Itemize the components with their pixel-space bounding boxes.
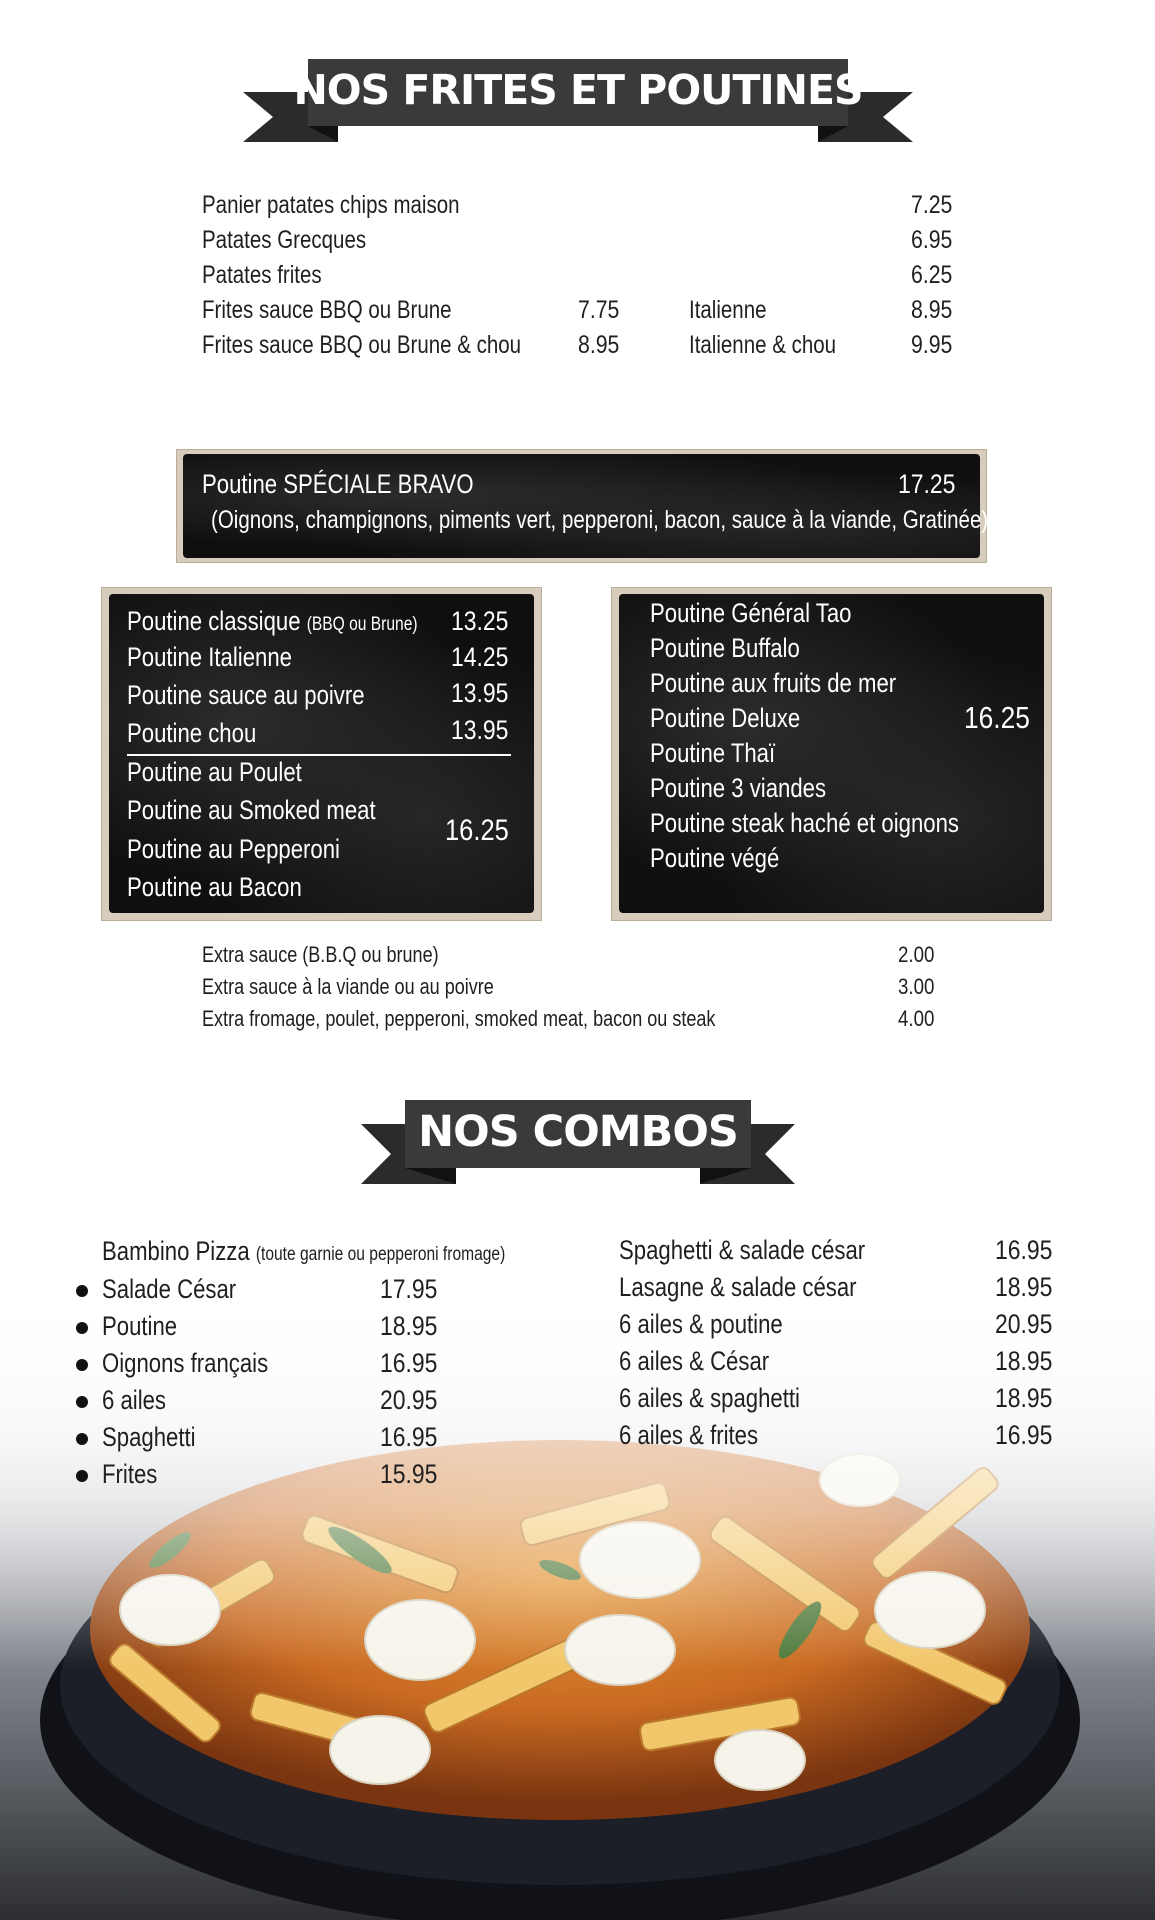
board-item: Poutine végé <box>650 843 780 873</box>
item-price: 20.95 <box>380 1385 438 1415</box>
list-item: Salade César <box>102 1274 237 1304</box>
board-item-price: 13.95 <box>451 678 509 708</box>
board-item: Poutine au Poulet <box>127 757 302 787</box>
bullet-icon <box>76 1322 88 1334</box>
item-price: 6.25 <box>911 261 953 289</box>
board-item: Poutine au Pepperoni <box>127 834 340 864</box>
board-item-label: Poutine classique <box>127 606 301 636</box>
item-price: 20.95 <box>995 1309 1053 1339</box>
poutine-bowl-photo <box>0 1290 1155 1920</box>
board-item <box>127 606 418 637</box>
bullet-icon <box>76 1359 88 1371</box>
item-price: 18.95 <box>995 1383 1053 1413</box>
item-price: 8.95 <box>578 331 620 359</box>
list-item: Patates Grecques <box>202 226 367 254</box>
bambino-title <box>102 1236 505 1267</box>
extra-price: 4.00 <box>898 1006 935 1031</box>
special-name: Poutine SPÉCIALE BRAVO <box>202 469 474 499</box>
list-item: 6 ailes <box>102 1385 166 1415</box>
item-price: 7.75 <box>578 296 620 324</box>
list-item: Panier patates chips maison <box>202 191 460 219</box>
bullet-icon <box>76 1396 88 1408</box>
board-item: Poutine au Bacon <box>127 872 302 902</box>
special-description: (Oignons, champignons, piments vert, pepperoni, bacon, sauce à la viande, Gratinée) <box>211 506 989 534</box>
list-item: Spaghetti & salade césar <box>619 1235 866 1265</box>
board-item: Poutine au Smoked meat <box>127 795 376 825</box>
list-item: 6 ailes & César <box>619 1346 770 1376</box>
board-item: Poutine Buffalo <box>650 633 800 663</box>
section-title-frites: NOS FRITES ET POUTINES <box>293 66 863 114</box>
item-price: 8.95 <box>911 296 953 324</box>
board-group-price: 16.25 <box>445 814 509 847</box>
board-item: Poutine Deluxe <box>650 703 801 733</box>
list-item: Poutine <box>102 1311 178 1341</box>
item-price: 16.95 <box>380 1348 438 1378</box>
item-price: 16.95 <box>380 1422 438 1452</box>
item-price: 15.95 <box>380 1459 438 1489</box>
section-banner-frites <box>243 56 913 146</box>
item-price: 18.95 <box>995 1346 1053 1376</box>
board-item-price: 14.25 <box>451 642 509 672</box>
list-item: Italienne & chou <box>689 331 837 359</box>
special-price: 17.25 <box>898 469 956 499</box>
board-item: Poutine steak haché et oignons <box>650 808 959 838</box>
bullet-icon <box>76 1470 88 1482</box>
board-item: Poutine chou <box>127 718 257 748</box>
item-price: 9.95 <box>911 331 953 359</box>
board-item-price: 13.95 <box>451 715 509 745</box>
item-price: 16.95 <box>995 1420 1053 1450</box>
board-item: Poutine Italienne <box>127 642 292 672</box>
extra-item: Extra sauce à la viande ou au poivre <box>202 974 494 999</box>
item-price: 17.95 <box>380 1274 438 1304</box>
left-board <box>109 594 534 913</box>
item-price: 16.95 <box>995 1235 1053 1265</box>
extra-price: 2.00 <box>898 942 935 967</box>
section-banner-combos <box>361 1098 795 1188</box>
board-item: Poutine 3 viandes <box>650 773 827 803</box>
board-divider <box>127 754 511 756</box>
board-item: Poutine aux fruits de mer <box>650 668 897 698</box>
item-price: 7.25 <box>911 191 953 219</box>
list-item: Spaghetti <box>102 1422 196 1452</box>
board-item-price: 13.25 <box>451 606 509 636</box>
section-title-combos: NOS COMBOS <box>418 1107 738 1157</box>
list-item: Frites <box>102 1459 158 1489</box>
item-price: 6.95 <box>911 226 953 254</box>
extra-item: Extra fromage, poulet, pepperoni, smoked meat, bacon ou steak <box>202 1006 716 1031</box>
list-item: Italienne <box>689 296 767 324</box>
board-item: Poutine Thaï <box>650 738 776 768</box>
bullet-icon <box>76 1433 88 1445</box>
board-group-price: 16.25 <box>964 700 1030 735</box>
list-item: Lasagne & salade césar <box>619 1272 857 1302</box>
special-board <box>183 454 989 558</box>
board-item: Poutine Général Tao <box>650 598 852 628</box>
list-item: Oignons français <box>102 1348 269 1378</box>
bambino-title-note: (toute garnie ou pepperoni fromage) <box>255 1244 506 1265</box>
list-item: Frites sauce BBQ ou Brune & chou <box>202 331 522 359</box>
list-item: 6 ailes & frites <box>619 1420 759 1450</box>
list-item: 6 ailes & spaghetti <box>619 1383 800 1413</box>
list-item: Frites sauce BBQ ou Brune <box>202 296 452 324</box>
item-price: 18.95 <box>380 1311 438 1341</box>
right-board <box>619 594 1044 913</box>
list-item: 6 ailes & poutine <box>619 1309 783 1339</box>
extra-price: 3.00 <box>898 974 935 999</box>
extra-item: Extra sauce (B.B.Q ou brune) <box>202 942 439 967</box>
board-item-note: (BBQ ou Brune) <box>306 614 418 635</box>
board-item: Poutine sauce au poivre <box>127 680 365 710</box>
bullet-icon <box>76 1285 88 1297</box>
item-price: 18.95 <box>995 1272 1053 1302</box>
bambino-title-label: Bambino Pizza <box>102 1236 250 1266</box>
list-item: Patates frites <box>202 261 322 289</box>
